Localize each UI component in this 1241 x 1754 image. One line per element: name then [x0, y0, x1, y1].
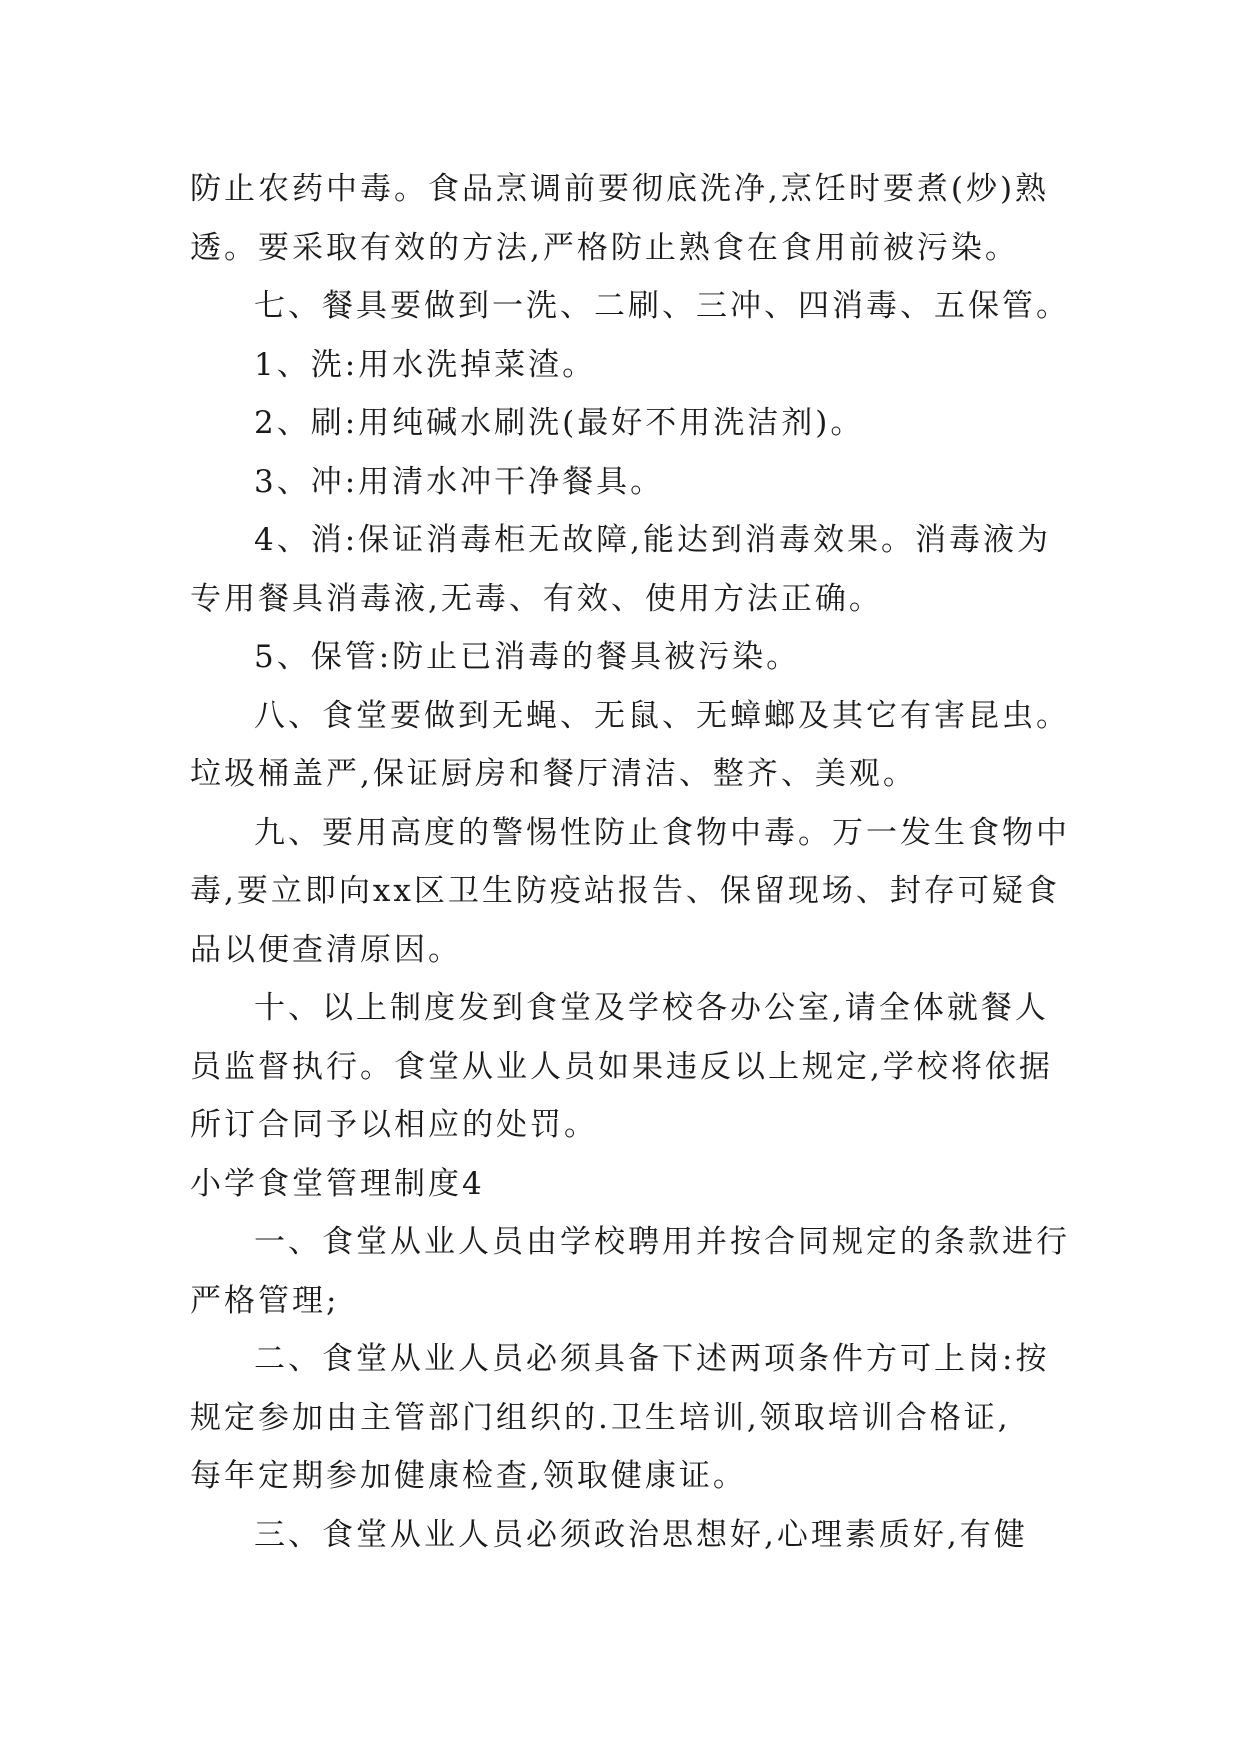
text-line: 1、洗:用水洗掉菜渣。 — [254, 346, 597, 383]
text-line: 透。要采取有效的方法,严格防止熟食在食用前被污染。 — [190, 229, 1019, 266]
text-line: 2、刷:用纯碱水刷洗(最好不用洗洁剂)。 — [254, 405, 865, 441]
text-line: 三、食堂从业人员必须政治思想好,心理素质好,有健 — [254, 1516, 1028, 1553]
text-line: 十、以上制度发到食堂及学校各办公室,请全体就餐人 — [254, 990, 1049, 1026]
text-line: 垃圾桶盖严,保证厨房和餐厅清洁、整齐、美观。 — [190, 756, 917, 792]
text-line: 八、食堂要做到无蝇、无鼠、无蟑螂及其它有害昆虫。 — [254, 697, 1070, 734]
text-line: 所订合同予以相应的处罚。 — [190, 1107, 598, 1143]
text-line: 毒,要立即向xx区卫生防疫站报告、保留现场、封存可疑食 — [190, 873, 1060, 909]
text-line: 严格管理; — [190, 1282, 340, 1319]
text-line: 规定参加由主管部门组织的.卫生培训,领取培训合格证, — [190, 1399, 1011, 1436]
text-line: 每年定期参加健康检查,领取健康证。 — [190, 1458, 747, 1494]
text-line: 九、要用高度的警惕性防止食物中毒。万一发生食物中 — [254, 814, 1070, 851]
text-line: 5、保管:防止已消毒的餐具被污染。 — [254, 639, 801, 675]
text-line: 专用餐具消毒液,无毒、有效、使用方法正确。 — [190, 580, 883, 617]
text-line: 七、餐具要做到一洗、二刷、三冲、四消毒、五保管。 — [254, 288, 1070, 324]
text-line: 品以便查清原因。 — [190, 931, 462, 968]
text-line: 二、食堂从业人员必须具备下述两项条件方可上岗:按 — [254, 1341, 1050, 1377]
text-line: 一、食堂从业人员由学校聘用并按合同规定的条款进行 — [254, 1224, 1070, 1260]
text-line: 员监督执行。食堂从业人员如果违反以上规定,学校将依据 — [190, 1048, 1053, 1085]
text-line: 4、消:保证消毒柜无故障,能达到消毒效果。消毒液为 — [254, 522, 1052, 558]
document-body — [190, 160, 1070, 1564]
text-line: 防止农药中毒。食品烹调前要彻底洗净,烹饪时要煮(炒)熟 — [190, 171, 1050, 207]
text-line: 小学食堂管理制度4 — [190, 1165, 485, 1202]
text-line: 3、冲:用清水冲干净餐具。 — [254, 463, 665, 500]
